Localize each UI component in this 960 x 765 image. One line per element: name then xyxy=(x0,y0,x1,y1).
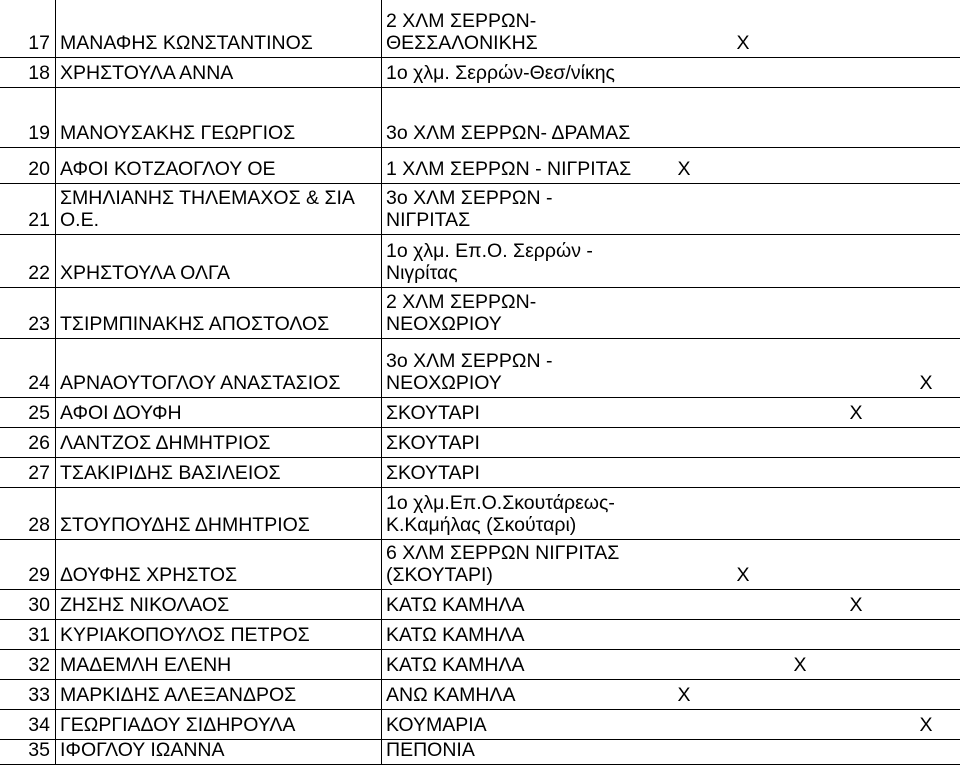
location: ΝΕΟΧΩΡΙΟΥ xyxy=(386,313,502,335)
location: 2 ΧΛΜ ΣΕΡΡΩΝ- xyxy=(386,291,537,313)
location: 3ο ΧΛΜ ΣΕΡΡΩΝ- ΔΡΑΜΑΣ xyxy=(386,122,631,144)
owner-name: ΑΡΝΑΟΥΤΟΓΛΟΥ ΑΝΑΣΤΑΣΙΟΣ xyxy=(60,372,341,394)
check-mark: X xyxy=(849,402,863,424)
location: 1ο χλμ. Σερρών-Θεσ/νίκης xyxy=(386,62,615,84)
table-row xyxy=(0,398,960,428)
row-number: 27 xyxy=(28,462,50,484)
table-row xyxy=(0,710,960,740)
table-row xyxy=(0,540,960,590)
location: ΣΚΟΥΤΑΡΙ xyxy=(386,432,480,454)
location: 3ο ΧΛΜ ΣΕΡΡΩΝ - xyxy=(386,187,553,209)
location: 6 ΧΛΜ ΣΕΡΡΩΝ ΝΙΓΡΙΤΑΣ xyxy=(386,542,620,564)
location: (ΣΚΟΥΤΑΡΙ) xyxy=(386,564,493,586)
column-divider xyxy=(381,0,382,765)
row-number: 28 xyxy=(28,514,50,536)
check-mark: X xyxy=(677,684,691,706)
table-row xyxy=(0,88,960,148)
table-row xyxy=(0,0,960,58)
row-number: 18 xyxy=(28,62,50,84)
location: ΝΙΓΡΙΤΑΣ xyxy=(386,209,471,231)
row-number: 26 xyxy=(28,432,50,454)
table-row xyxy=(0,288,960,339)
location: Κ.Καμήλας (Σκούταρι) xyxy=(386,514,577,536)
table-row xyxy=(0,148,960,184)
owner-name: ΣΤΟΥΠΟΥΔΗΣ ΔΗΜΗΤΡΙΟΣ xyxy=(60,514,310,536)
owner-name: ΤΣΑΚΙΡΙΔΗΣ ΒΑΣΙΛΕΙΟΣ xyxy=(60,462,281,484)
owner-name: ΙΦΟΓΛΟΥ ΙΩΑΝΝΑ xyxy=(60,739,225,761)
check-mark: X xyxy=(849,594,863,616)
table-row xyxy=(0,184,960,235)
table-row xyxy=(0,488,960,540)
location: 1ο χλμ.Επ.Ο.Σκουτάρεως- xyxy=(386,492,615,514)
location: ΘΕΣΣΑΛΟΝΙΚΗΣ xyxy=(386,32,538,54)
row-number: 33 xyxy=(28,684,50,706)
row-number: 22 xyxy=(28,262,50,284)
table-row xyxy=(0,58,960,88)
location: ΣΚΟΥΤΑΡΙ xyxy=(386,402,480,424)
owner-name: ΧΡΗΣΤΟΥΛΑ ΟΛΓΑ xyxy=(60,262,230,284)
location: 1ο χλμ. Επ.Ο. Σερρών - xyxy=(386,240,593,262)
owner-name: ΖΗΣΗΣ ΝΙΚΟΛΑΟΣ xyxy=(60,594,230,616)
table-row xyxy=(0,428,960,458)
location: 3ο ΧΛΜ ΣΕΡΡΩΝ - xyxy=(386,350,553,372)
location: ΝΕΟΧΩΡΙΟΥ xyxy=(386,372,502,394)
location: ΣΚΟΥΤΑΡΙ xyxy=(386,462,480,484)
row-number: 34 xyxy=(28,714,50,736)
table-row xyxy=(0,590,960,620)
row-number: 19 xyxy=(28,122,50,144)
location: ΚΟΥΜΑΡΙΑ xyxy=(386,714,487,736)
row-number: 30 xyxy=(28,594,50,616)
owner-name: ΜΑΝΟΥΣΑΚΗΣ ΓΕΩΡΓΙΟΣ xyxy=(60,122,296,144)
owner-name: ΜΑΝΑΦΗΣ ΚΩΝΣΤΑΝΤΙΝΟΣ xyxy=(60,32,313,54)
owner-name: ΣΜΗΛΙΑΝΗΣ ΤΗΛΕΜΑΧΟΣ & ΣΙΑ xyxy=(60,187,355,209)
row-number: 32 xyxy=(28,654,50,676)
location: ΚΑΤΩ ΚΑΜΗΛΑ xyxy=(386,624,525,646)
row-number: 20 xyxy=(28,158,50,180)
column-divider xyxy=(55,0,56,765)
owner-name: ΚΥΡΙΑΚΟΠΟΥΛΟΣ ΠΕΤΡΟΣ xyxy=(60,624,310,646)
table-row xyxy=(0,339,960,398)
row-number: 21 xyxy=(28,209,50,231)
check-mark: X xyxy=(677,158,691,180)
row-number: 29 xyxy=(28,564,50,586)
location: 1 ΧΛΜ ΣΕΡΡΩΝ - ΝΙΓΡΙΤΑΣ xyxy=(386,158,632,180)
row-number: 23 xyxy=(28,313,50,335)
location: 2 ΧΛΜ ΣΕΡΡΩΝ- xyxy=(386,10,537,32)
check-mark: X xyxy=(736,32,750,54)
location: ΚΑΤΩ ΚΑΜΗΛΑ xyxy=(386,594,525,616)
row-number: 24 xyxy=(28,372,50,394)
owner-name: ΔΟΥΦΗΣ ΧΡΗΣΤΟΣ xyxy=(60,564,238,586)
row-number: 17 xyxy=(28,32,50,54)
owner-name: ΜΑΡΚΙΔΗΣ ΑΛΕΞΑΝΔΡΟΣ xyxy=(60,684,297,706)
table-row xyxy=(0,740,960,765)
location: Νιγρίτας xyxy=(386,262,458,284)
owner-name: ΓΕΩΡΓΙΑΔΟΥ ΣΙΔΗΡΟΥΛΑ xyxy=(60,714,296,736)
owner-name: ΛΑΝΤΖΟΣ ΔΗΜΗΤΡΙΟΣ xyxy=(60,432,271,454)
row-number: 31 xyxy=(28,624,50,646)
location: ΚΑΤΩ ΚΑΜΗΛΑ xyxy=(386,654,525,676)
row-number: 25 xyxy=(28,402,50,424)
owner-name: ΜΑΔΕΜΛΗ ΕΛΕΝΗ xyxy=(60,654,232,676)
owner-name: ΧΡΗΣΤΟΥΛΑ ΑΝΝΑ xyxy=(60,62,234,84)
check-mark: X xyxy=(919,714,933,736)
owner-name: Ο.Ε. xyxy=(60,209,100,231)
table-row xyxy=(0,458,960,488)
check-mark: X xyxy=(793,654,807,676)
owner-name: ΤΣΙΡΜΠΙΝΑΚΗΣ ΑΠΟΣΤΟΛΟΣ xyxy=(60,313,330,335)
check-mark: X xyxy=(736,564,750,586)
owner-name: ΑΦΟΙ ΔΟΥΦΗ xyxy=(60,402,182,424)
table-row xyxy=(0,650,960,680)
table-row xyxy=(0,620,960,650)
check-mark: X xyxy=(919,372,933,394)
location: ΑΝΩ ΚΑΜΗΛΑ xyxy=(386,684,516,706)
row-number: 35 xyxy=(28,739,50,761)
table-row xyxy=(0,235,960,288)
owner-name: ΑΦΟΙ ΚΟΤΖΑΟΓΛΟΥ ΟΕ xyxy=(60,158,276,180)
location: ΠΕΠΟΝΙΑ xyxy=(386,739,475,761)
table-row xyxy=(0,680,960,710)
